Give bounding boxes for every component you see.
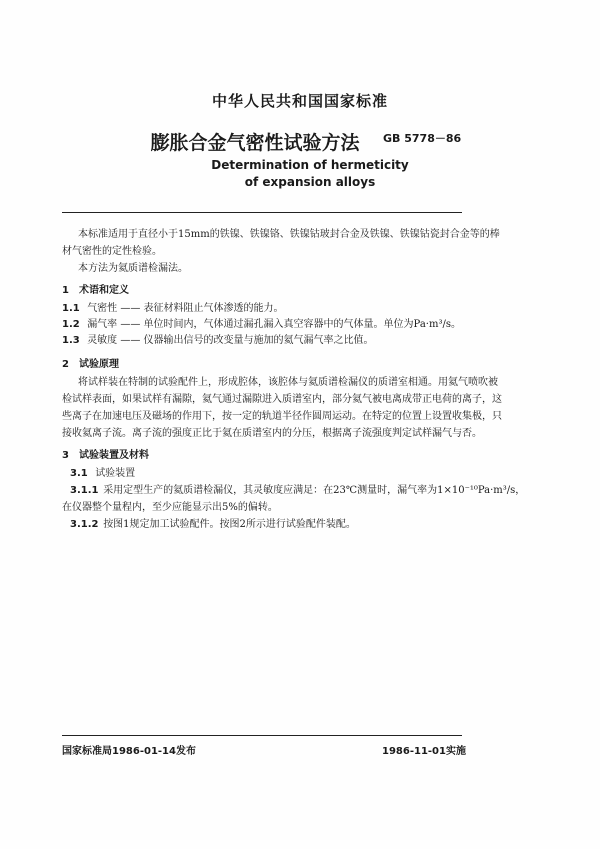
footer-rule	[62, 735, 462, 736]
list-item	[62, 331, 374, 350]
item-text: 采用定型生产的氦质谱检漏仪，其灵敏度应满足：在23℃测量时，漏气率为1×10⁻¹⁰Pa·m³/s，	[103, 485, 526, 496]
intro-line: 本标准适用于直径小于15mm的铁镍、铁镍铬、铁镍钴玻封合金及铁镍、铁镍钴瓷封合金等的棒	[78, 229, 500, 240]
item-text: 按图1规定加工试验配件。按图2所示进行试验配件装配。	[103, 519, 356, 530]
item-number: 3.1.2	[70, 519, 99, 530]
intro-method: 本方法为氦质谱检漏法。	[78, 263, 188, 274]
paragraph-line: 接收氦离子流。离子流的强度正比于氦在质谱室内的分压，根据离子流强度判定试样漏气与否。	[62, 428, 482, 439]
item-number: 1.3	[62, 335, 80, 346]
item-text: 漏气率 —— 单位时间内，气体通过漏孔漏入真空容器中的气体量。单位为Pa·m³/s。	[87, 319, 461, 330]
item-text: 灵敏度 —— 仪器输出信号的改变量与施加的氦气漏气率之比值。	[87, 335, 374, 346]
issuer-title: 中华人民共和国国家标准	[211, 92, 388, 110]
section-3-heading: 3 试验装置及材料	[62, 450, 149, 461]
item-number: 1.2	[62, 319, 80, 330]
document-title-cn: 膨胀合金气密性试验方法	[150, 132, 360, 154]
subsection-number: 3.1	[70, 468, 88, 479]
document-title-en-line2: of expansion alloys	[244, 175, 376, 189]
subsection-text: 试验装置	[95, 468, 136, 479]
paragraph-line: 些离子在加速电压及磁场的作用下，按一定的轨道半径作圆周运动。在特定的位置上设置收集极，只	[62, 411, 502, 422]
paragraph-line: 检试样表面，如果试样有漏隙，氦气通过漏隙进入质谱室内，部分氦气被电离成带正电荷的离子，这	[62, 394, 502, 405]
item-number: 3.1.1	[70, 485, 99, 496]
effective-date: 1986-11-01实施	[382, 746, 466, 757]
section-2-heading: 2 试验原理	[62, 359, 119, 370]
intro-line: 材气密性的定性检验。	[62, 246, 162, 257]
standard-number: GB 5778－86	[383, 132, 462, 145]
item-text: 气密性 —— 表征材料阻止气体渗透的能力。	[87, 303, 284, 314]
issued-date: 国家标准局1986-01-14发布	[62, 746, 196, 757]
paragraph-line: 在仪器整个量程内，至少应能显示出5%的偏转。	[62, 502, 278, 513]
paragraph-line: 将试样装在特制的试验配件上，形成腔体，该腔体与氦质谱检漏仪的质谱室相通。用氦气喷吹被	[78, 377, 498, 388]
section-1-heading: 1 术语和定义	[62, 285, 129, 296]
list-item	[70, 515, 356, 534]
item-number: 1.1	[62, 303, 80, 314]
header-rule	[62, 212, 462, 213]
document-title-en-line1: Determination of hermeticity	[211, 158, 409, 172]
